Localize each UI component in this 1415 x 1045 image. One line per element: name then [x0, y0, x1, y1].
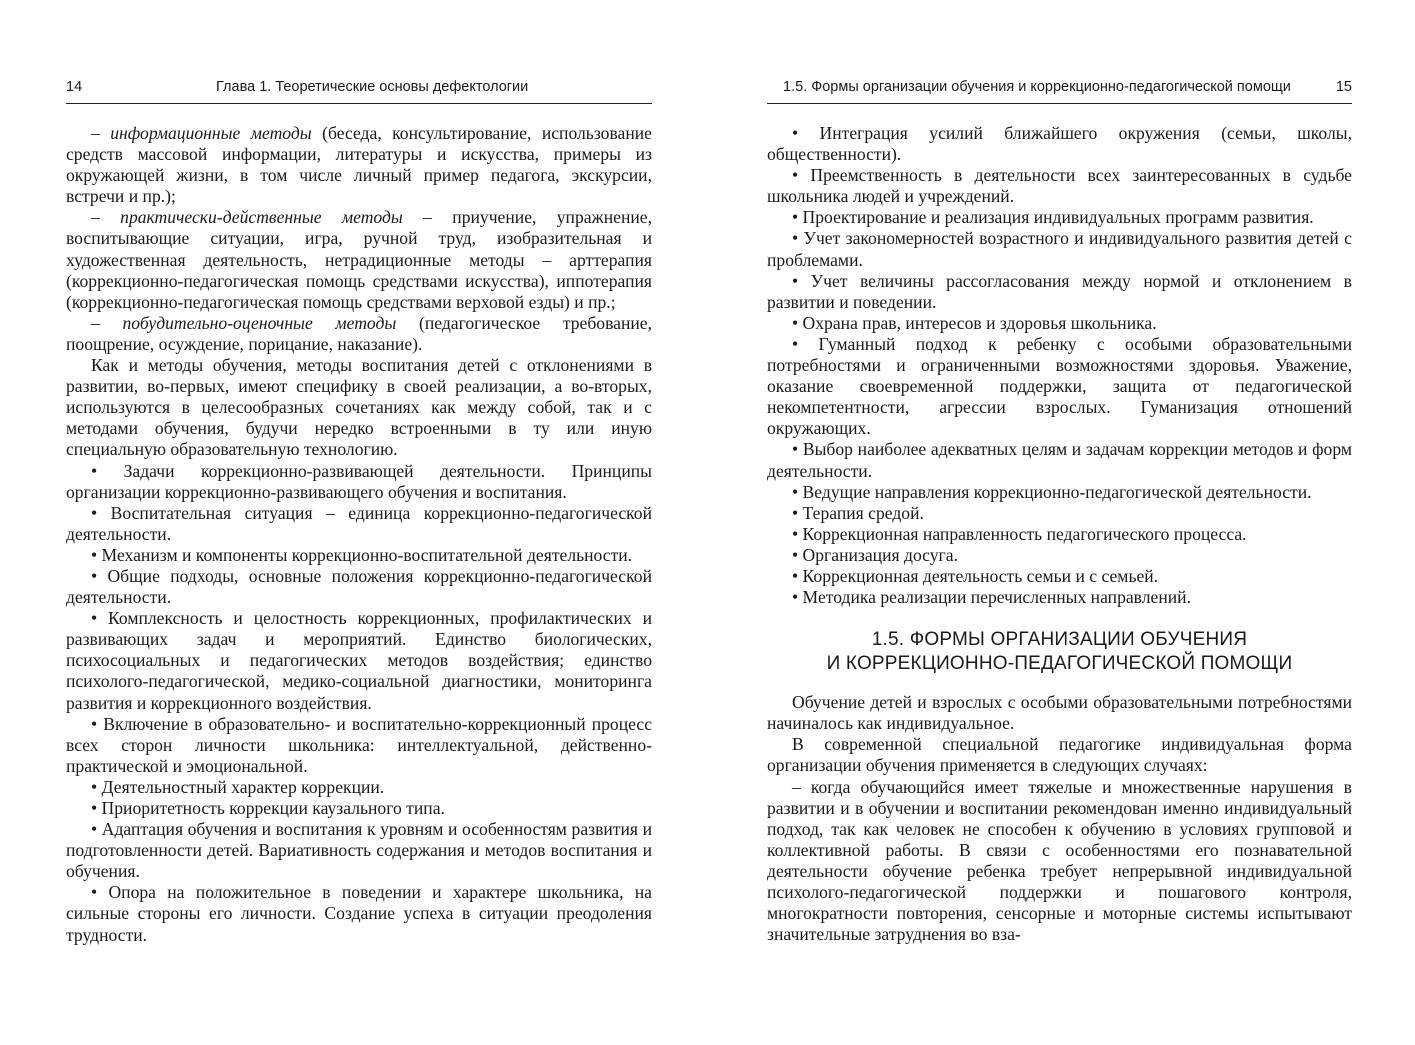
text-run: • Выбор наиболее адекватных целям и задачам коррекции методов и форм деятельности.	[767, 439, 1352, 481]
right-paragraphs-before	[767, 123, 1352, 608]
paragraph	[66, 714, 652, 777]
text-run: (педагогическое требование, поощрение, осуждение, порицание, наказание).	[66, 312, 652, 354]
paragraph	[66, 882, 652, 945]
paragraph	[767, 313, 1352, 334]
paragraph	[66, 777, 652, 798]
text-run: • Деятельностный характер коррекции.	[91, 776, 385, 797]
italic-term: информационные методы	[110, 123, 312, 143]
paragraph	[767, 777, 1352, 946]
text-run: Как и методы обучения, методы воспитания детей с отклонениями в развитии, во-первых, имеют специфику в своей реализации, а во-вторых, используются в целесообразных сочетаниях как между собой, так и с методами обучения, будучи нередко встроенными в ту или иную специальную образовательную технологию.	[66, 355, 652, 460]
text-run: • Приоритетность коррекции каузального типа.	[91, 798, 445, 818]
paragraph	[767, 334, 1352, 439]
text-run: • Комплексность и целостность коррекционных, профилактических и развивающих задач и мероприятий. Единство биологических, психосоциальных и педагогических методов воздействия; единство психолого-педагогической, медико-социальной диагностики, мониторинга развития и коррекционного воздействия.	[66, 608, 652, 713]
paragraph	[66, 313, 652, 355]
text-run: • Включение в образовательно- и воспитательно-коррекционный процесс всех сторон личности школьника: интеллектуальной, действенно-практической и эмоциональной.	[66, 713, 652, 776]
paragraph	[66, 566, 652, 608]
text-run: –	[91, 123, 111, 143]
text-run: • Опора на положительное в поведении и характере школьника, на сильные стороны его личности. Создание успеха в ситуации преодоления трудности.	[66, 882, 652, 945]
text-run: – когда обучающийся имеет тяжелые и множественные нарушения в развитии и в обучении и воспитании рекомендован именно индивидуальный подход, так как человек не способен к обучению в условиях групповой и коллективной работы. В связи с особенностями его познавательной деятельности обучение ребенка требует непрерывной индивидуальной психолого-педагогической поддержки и пошагового контроля, многократности повторения, сенсорные и моторные системы испытывают значительные затруднения во вза-	[767, 776, 1352, 945]
text-run: • Коррекционная деятельность семьи и с семьей.	[792, 565, 1159, 586]
paragraph	[66, 545, 652, 566]
text-run: • Методика реализации перечисленных направлений.	[792, 587, 1191, 608]
paragraph	[767, 271, 1352, 313]
paragraph	[66, 798, 652, 819]
right-page-number: 15	[1335, 79, 1352, 95]
text-run: • Охрана прав, интересов и здоровья школьника.	[792, 312, 1157, 333]
paragraph	[66, 355, 652, 460]
paragraph	[767, 692, 1352, 734]
text-run: –	[91, 207, 121, 228]
left-running-header	[66, 77, 652, 104]
left-page-number: 14	[66, 79, 83, 95]
paragraph	[767, 123, 1352, 165]
text-run: • Механизм и компоненты коррекционно-воспитательной деятельности.	[91, 544, 633, 565]
section-title-line-2: И КОРРЕКЦИОННО-ПЕДАГОГИЧЕСКОЙ ПОМОЩИ	[826, 653, 1293, 675]
text-run: • Преемственность в деятельности всех заинтересованных в судьбе школьника людей и учреждений.	[767, 165, 1352, 207]
text-run: • Коррекционная направленность педагогического процесса.	[792, 523, 1247, 544]
text-run: (беседа, консультирование, использование средств массовой информации, литературы и искусства, примеры из окружающей жизни, в том числе личный пример педагога, экскурсии, встречи и пр.);	[66, 123, 652, 207]
paragraph	[767, 524, 1352, 545]
paragraph	[767, 207, 1352, 228]
text-run: – приучение, упражнение, воспитывающие ситуации, игра, ручной труд, изобразительная и художественная деятельность, нетрадиционные методы – арттерапия (коррекционно-педагогическая помощь средствами искусства), иппотерапия (коррекционно-педагогическая помощь средствами верховой езды) и пр.;	[66, 207, 652, 312]
paragraph	[767, 165, 1352, 207]
text-run: Обучение детей и взрослых с особыми образовательными потребностями начиналось как индивидуальное.	[767, 692, 1352, 734]
section-heading	[767, 608, 1352, 692]
text-run: • Адаптация обучения и воспитания к уровням и особенностям развития и подготовленности детей. Вариативность содержания и методов воспитания и обучения.	[66, 819, 652, 882]
text-run: • Терапия средой.	[792, 502, 924, 523]
text-run: • Задачи коррекционно-развивающей деятельности. Принципы организации коррекционно-развивающего обучения и воспитания.	[66, 460, 652, 502]
section-title-line-1: 1.5. ФОРМЫ ОРГАНИЗАЦИИ ОБУЧЕНИЯ	[871, 629, 1248, 651]
paragraph	[66, 207, 652, 312]
paragraph	[66, 819, 652, 882]
paragraph	[767, 545, 1352, 566]
text-run: • Общие подходы, основные положения коррекционно-педагогической деятельности.	[66, 565, 652, 608]
paragraph	[767, 503, 1352, 524]
text-run: • Воспитательная ситуация – единица коррекционно-педагогической деятельности.	[66, 502, 652, 544]
right-page-body	[767, 123, 1352, 945]
right-running-head: 1.5. Формы организации обучения и коррекционно-педагогической помощи	[783, 79, 1291, 95]
text-run: • Ведущие направления коррекционно-педагогической деятельности.	[792, 481, 1312, 502]
paragraph	[66, 503, 652, 545]
right-running-header	[767, 77, 1352, 104]
paragraph	[767, 566, 1352, 587]
right-paragraphs-after	[767, 692, 1352, 945]
paragraph	[767, 482, 1352, 503]
paragraph	[767, 439, 1352, 481]
paragraph	[767, 734, 1352, 776]
text-run: • Учет закономерностей возрастного и индивидуального развития детей с проблемами.	[767, 228, 1352, 270]
paragraph	[66, 461, 652, 503]
left-page-body	[66, 123, 652, 946]
left-running-head: Глава 1. Теоретические основы дефектологии	[216, 79, 529, 95]
text-run: • Интеграция усилий ближайшего окружения (семьи, школы, общественности).	[767, 123, 1352, 165]
text-run: В современной специальной педагогике индивидуальная форма организации обучения применяется в следующих случаях:	[767, 734, 1352, 776]
paragraph	[66, 123, 652, 207]
text-run: • Учет величины рассогласования между нормой и отклонением в развитии и поведении.	[767, 270, 1352, 312]
text-run: • Гуманный подход к ребенку с особыми образовательными потребностями и ограниченными возможностями здоровья. Уважение, оказание своевременной поддержки, защита от педагогической некомпетентности, агрессии взрослых. Гуманизация отношений окружающих.	[767, 333, 1352, 439]
paragraph	[767, 228, 1352, 270]
text-run: –	[91, 312, 123, 333]
italic-term: побудительно-оценочные методы	[122, 312, 397, 333]
paragraph	[66, 608, 652, 713]
text-run: • Организация досуга.	[792, 544, 958, 565]
text-run: • Проектирование и реализация индивидуальных программ развития.	[792, 207, 1314, 228]
paragraph	[767, 587, 1352, 608]
italic-term: практически-действенные методы	[120, 207, 403, 228]
